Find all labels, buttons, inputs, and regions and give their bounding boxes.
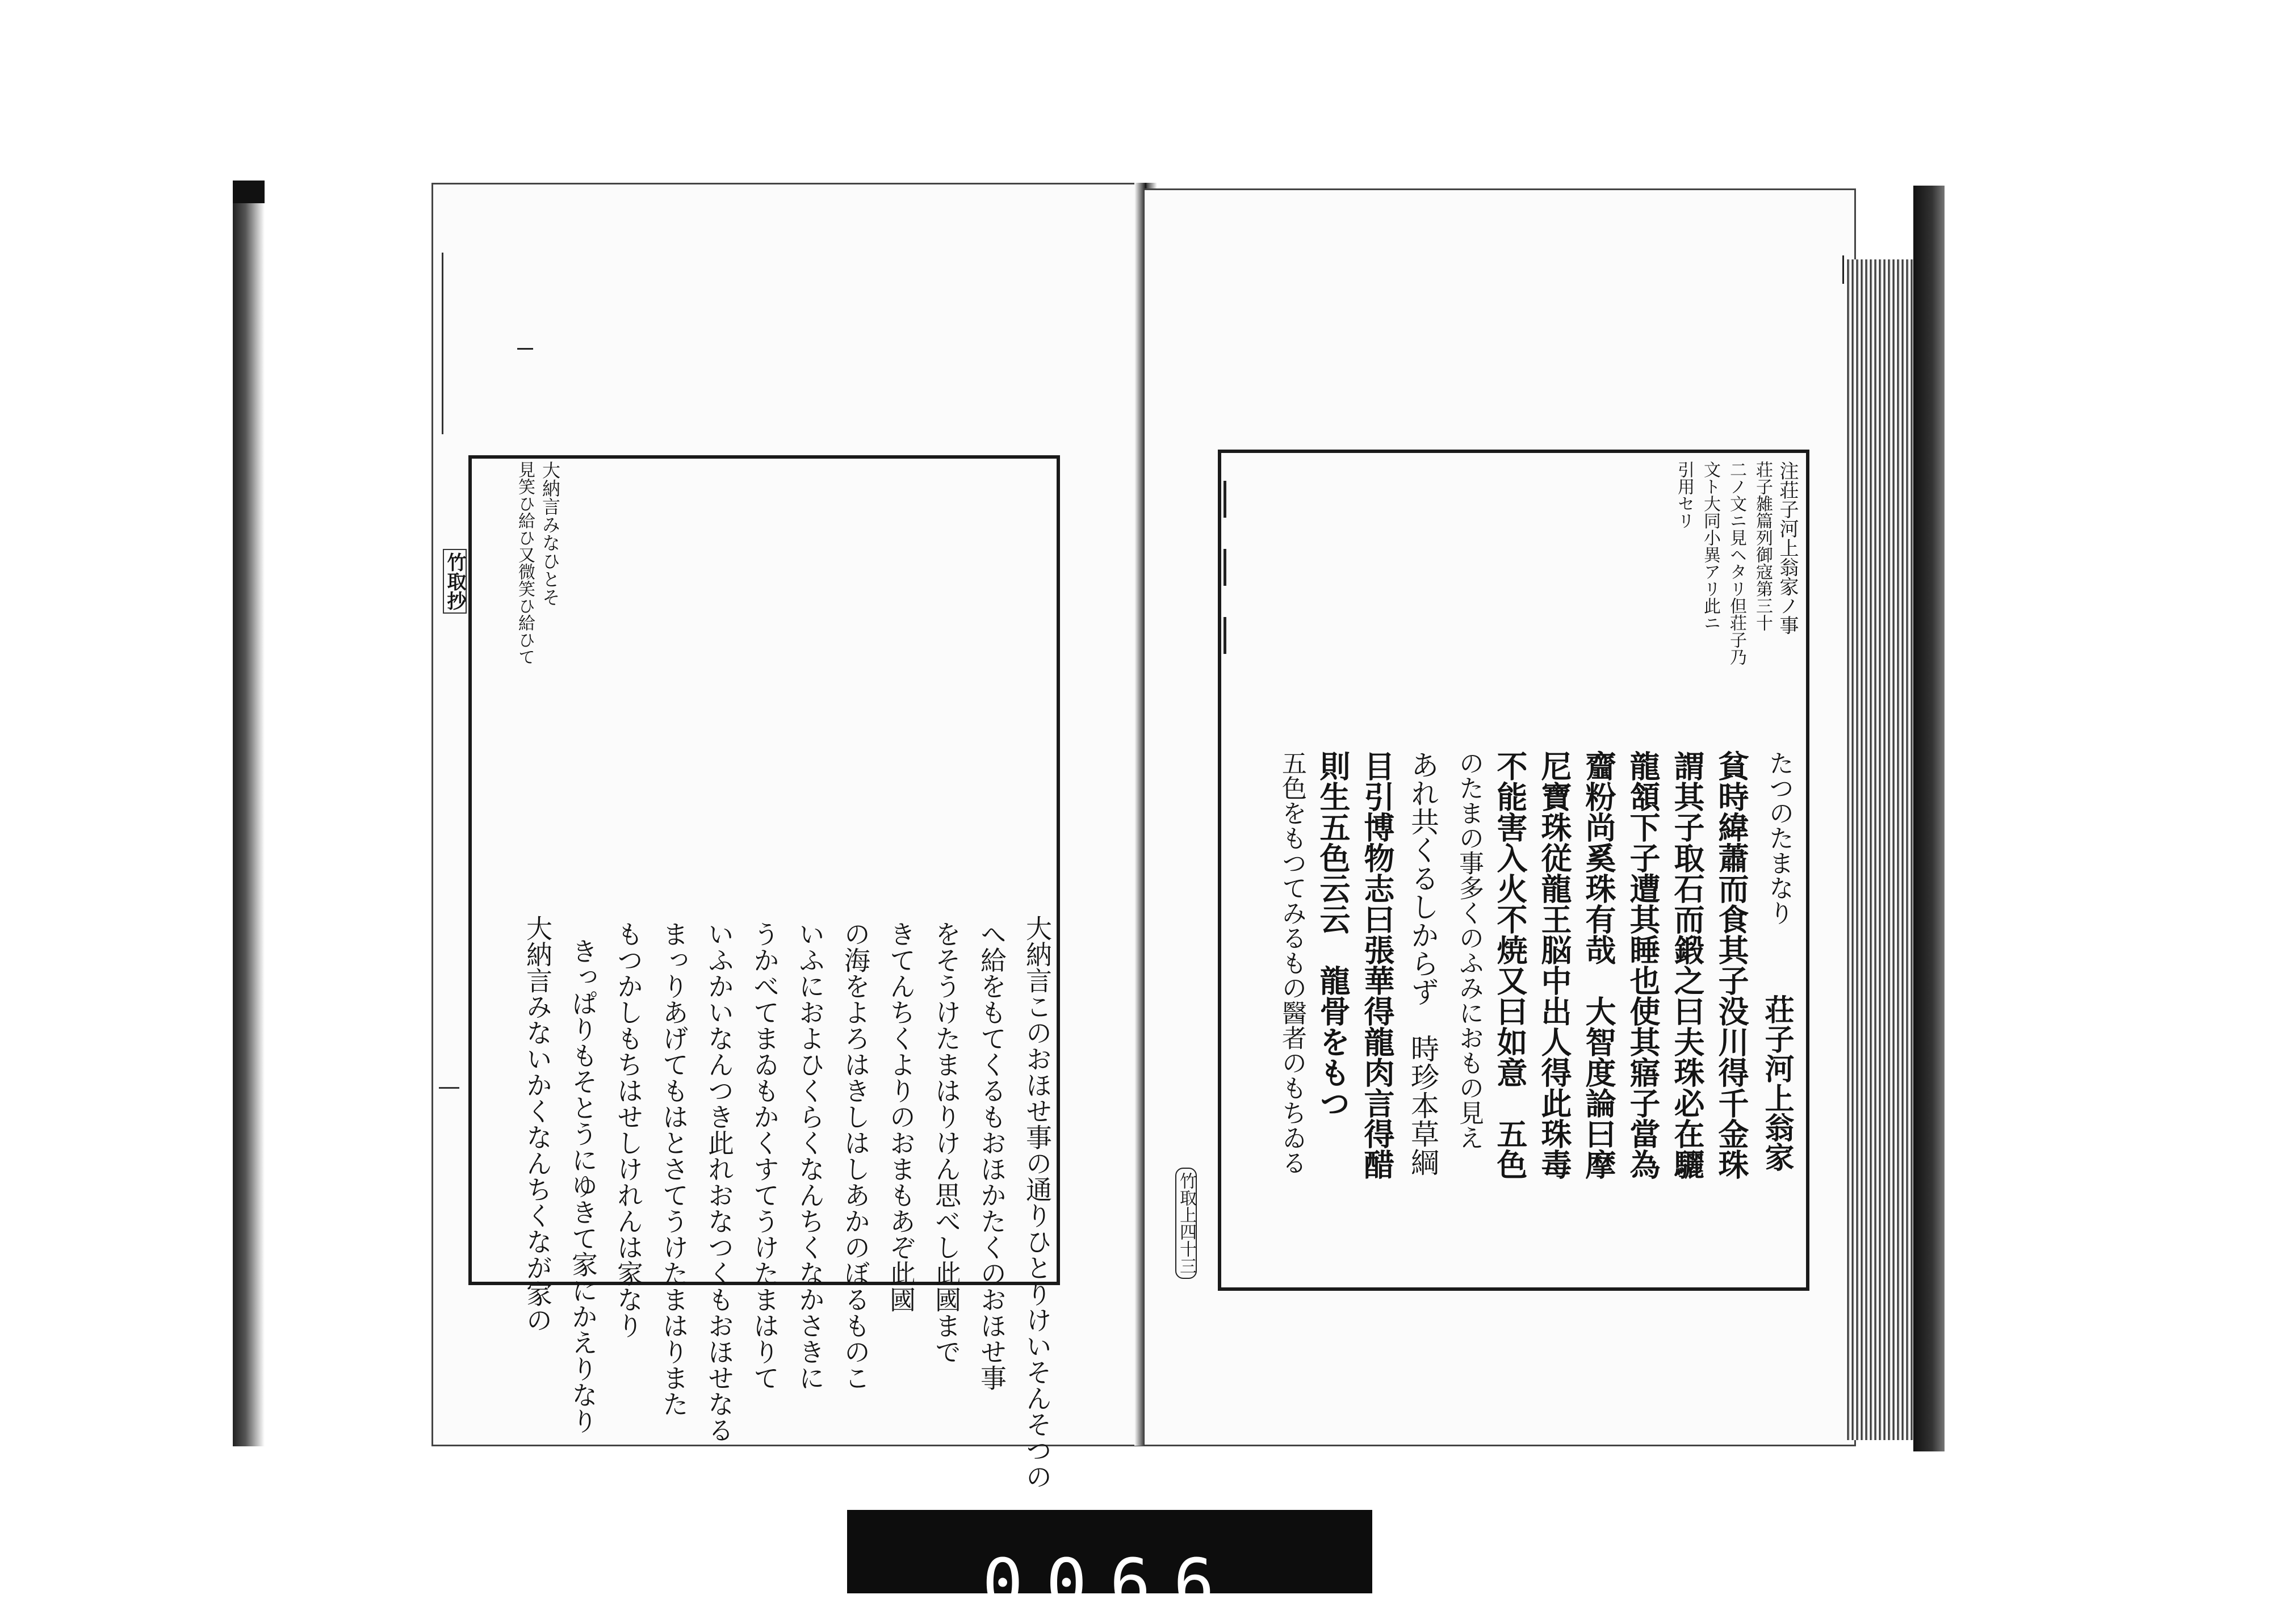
left-margin-title: 竹取抄 (443, 549, 467, 614)
scan-edge-left (233, 181, 265, 1446)
open-book (431, 183, 2084, 1489)
left-body-column-5: の海をよろはきしはしあかのぼるものこ (840, 921, 871, 1391)
right-body-column-7: 尼寶珠従龍王脳中出人得此珠毒 (1536, 750, 1573, 1180)
right-body-text (1226, 739, 1797, 1284)
right-body-column-4: 謂其子取石而鍛之曰夫珠必在驪 (1669, 750, 1706, 1180)
right-body-column-11: 目引博物志曰張華得龍肉言得醋 (1359, 750, 1396, 1180)
right-body-column-6: 齏粉尚奚珠有哉 大智度論曰摩 (1581, 750, 1617, 1180)
right-frame-dash-2 (1224, 549, 1226, 586)
right-body-column-12: 則生五色云云 龍骨をもつ (1315, 750, 1351, 1118)
left-page-edge-mark (439, 1087, 459, 1089)
left-page-rule-top (442, 253, 443, 434)
book-cover-edge (1913, 186, 1945, 1451)
right-body-column-9: のたまの事多くのふみにおもの見え (1455, 750, 1484, 1150)
right-frame-dash-3 (1224, 617, 1226, 654)
left-page-dash (517, 348, 533, 350)
folio-label: 竹取上四十三 (1175, 1168, 1197, 1279)
left-header-note-line-2: 見笑ひ給ひ又微笑ひ給ひて (515, 461, 535, 665)
right-body-column-5: 龍頷下子遭其睡也使其寤子當為 (1625, 750, 1661, 1180)
right-frame-dash-1 (1224, 481, 1226, 518)
left-body-text (485, 915, 1053, 1489)
left-body-column-1: 大納言このおほせ事の通りひとりけいそんそつの (1022, 915, 1053, 1489)
right-headnote-line-3: 二ノ文ニ見ヘタリ但荘子乃 (1727, 461, 1746, 665)
left-body-column-4: きてんちくよりのおまもあぞ此國 (886, 921, 916, 1312)
left-body-column-11: きっぱりもそとうにゆきて家にかえりなり (568, 938, 598, 1434)
scan-edge-left-top (233, 181, 265, 203)
scan-label-number: 0066 (982, 1545, 1237, 1624)
left-header-note (485, 461, 559, 728)
right-body-column-2: 荘子河上翁家 (1759, 994, 1794, 1172)
scan-label-bar (847, 1510, 1372, 1624)
right-headnote-line-4: 文ト大同小異アリ此ニ (1700, 461, 1720, 631)
left-body-column-8: いふかいなんつき此れおなつくもおほせなる (704, 921, 735, 1443)
right-body-column-8: 不能害入火不焼又曰如意 五色 (1492, 750, 1528, 1180)
left-header-note-line-1: 大納言みなひとそ (539, 461, 561, 606)
right-headnote-line-2: 荘子雑篇列御寇第三十 (1753, 461, 1773, 631)
left-body-column-6: いふにおよひくらくなんちくなかさきに (795, 921, 826, 1391)
right-body-column-13: 五色をもつてみるもの醫者のもちゐる (1277, 750, 1306, 1175)
right-headnote-line-1: 注荘子河上翁家ノ事 (1776, 461, 1799, 635)
left-body-column-9: まっりあげてもはとさてうけたまはりまた (659, 921, 689, 1417)
left-body-column-12: 大納言みないかくなんちくなが家の (522, 915, 553, 1333)
right-body-column-1: たつのたまなり (1765, 750, 1794, 925)
right-page-top-rule (1842, 255, 1844, 284)
right-body-column-3: 貧時緯蕭而食其子没川得千金珠 (1713, 750, 1750, 1180)
right-headnote-line-5: 引用セリ (1674, 461, 1694, 529)
left-body-column-10: もつかしもちはせしけれんは家なり (613, 921, 644, 1338)
page-edge-stack (1845, 259, 1913, 1440)
right-body-column-10: あれ共くるしからず 時珍本草綱 (1406, 750, 1439, 1176)
left-body-column-2: へ給をもてくるもおほかたくのおほせ事 (977, 921, 1007, 1391)
right-headnote (1655, 461, 1797, 756)
left-body-column-3: をそうけたまはりけん思べし此國まで (931, 921, 962, 1365)
left-body-column-7: うかべてまゐもかくすてうけたまはりて (749, 921, 780, 1391)
